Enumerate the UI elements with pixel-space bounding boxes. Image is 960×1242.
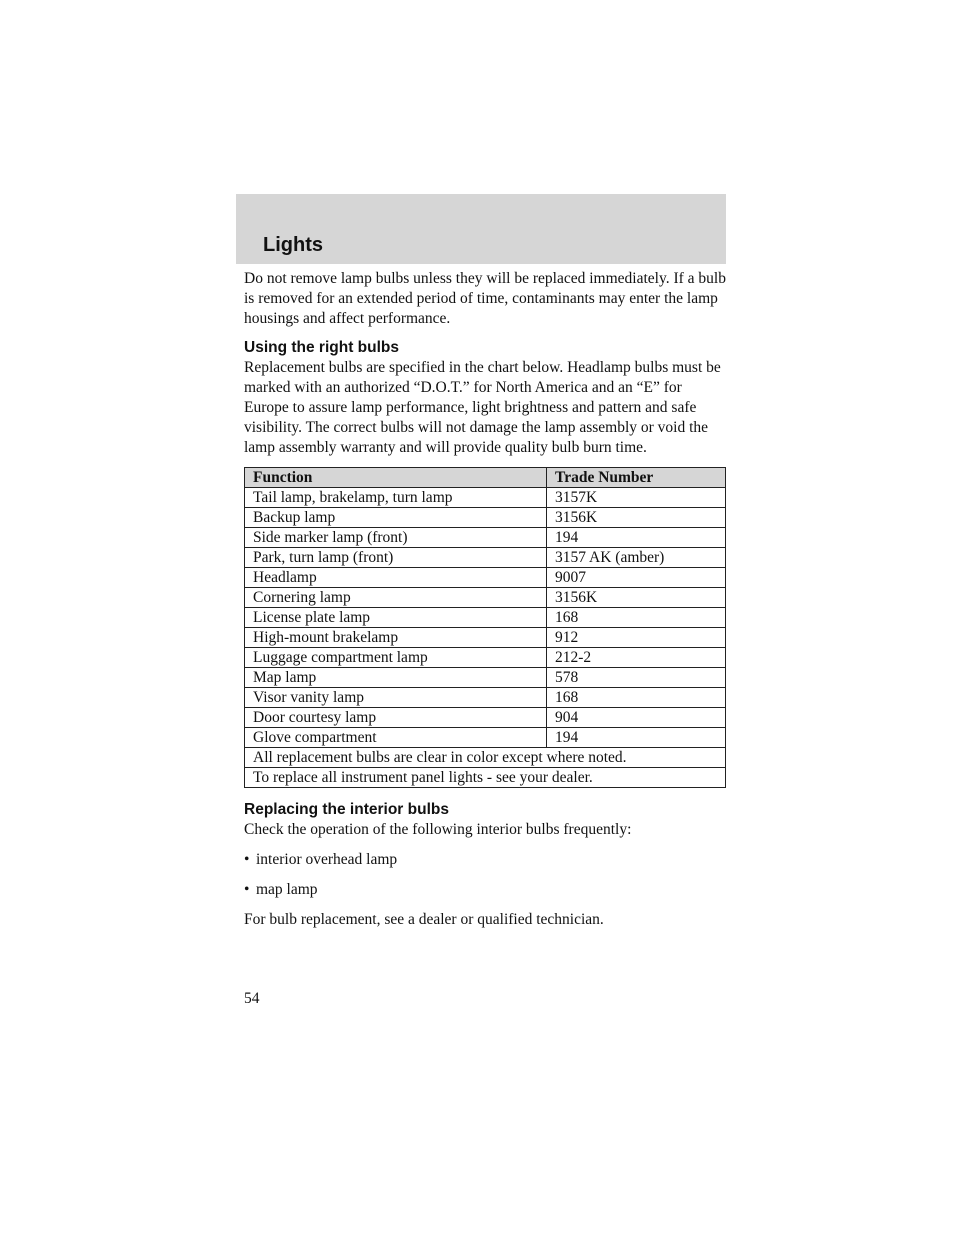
- cell-trade-number: 3157K: [547, 488, 726, 508]
- cell-function: License plate lamp: [245, 608, 547, 628]
- cell-trade-number: 168: [547, 608, 726, 628]
- list-item-text: map lamp: [256, 881, 318, 898]
- cell-trade-number: 3156K: [547, 508, 726, 528]
- cell-trade-number: 168: [547, 688, 726, 708]
- cell-function: High-mount brakelamp: [245, 628, 547, 648]
- table-row: [245, 608, 726, 628]
- bullet-symbol: •: [244, 881, 250, 898]
- heading-replacing-interior-bulbs: Replacing the interior bulbs: [244, 801, 449, 818]
- cell-trade-number: 194: [547, 728, 726, 748]
- bulbs-description: Replacement bulbs are specified in the chart below. Headlamp bulbs must be marked with an authorized “D.O.T.” for North America and an “E” for Europe to assure lamp performance, light brightness and pattern and safe visibility. The correct bulbs will not damage the lamp assembly or void the lamp assembly warranty and will provide quality bulb burn time.: [244, 359, 721, 456]
- page-number: 54: [244, 990, 260, 1007]
- cell-function: Cornering lamp: [245, 588, 547, 608]
- table-note-row: [245, 768, 726, 788]
- interior-bulbs-instruction: Check the operation of the following interior bulbs frequently:: [244, 821, 632, 838]
- list-item-text: interior overhead lamp: [256, 851, 398, 868]
- cell-function: Luggage compartment lamp: [245, 648, 547, 668]
- list-item: [244, 880, 726, 900]
- list-item: [244, 850, 726, 870]
- table-row: [245, 488, 726, 508]
- bulb-table: [244, 467, 726, 788]
- section-title: Lights: [263, 234, 323, 256]
- header-function: Function: [245, 468, 547, 488]
- table-row: [245, 708, 726, 728]
- cell-function: Tail lamp, brakelamp, turn lamp: [245, 488, 547, 508]
- table-note: To replace all instrument panel lights - see your dealer.: [245, 768, 726, 788]
- bullet-symbol: •: [244, 851, 250, 868]
- table-row: [245, 628, 726, 648]
- cell-trade-number: 3156K: [547, 588, 726, 608]
- cell-function: Visor vanity lamp: [245, 688, 547, 708]
- cell-function: Map lamp: [245, 668, 547, 688]
- cell-trade-number: 904: [547, 708, 726, 728]
- intro-paragraph: Do not remove lamp bulbs unless they will be replaced immediately. If a bulb is removed for an extended period of time, contaminants may enter the lamp housings and affect performance.: [244, 270, 726, 327]
- section-header-bar: [236, 194, 726, 264]
- table-row: [245, 568, 726, 588]
- cell-function: Backup lamp: [245, 508, 547, 528]
- table-row: [245, 728, 726, 748]
- cell-function: Side marker lamp (front): [245, 528, 547, 548]
- cell-function: Headlamp: [245, 568, 547, 588]
- cell-trade-number: 3157 AK (amber): [547, 548, 726, 568]
- replacement-note: For bulb replacement, see a dealer or qualified technician.: [244, 911, 604, 928]
- table-row: [245, 688, 726, 708]
- cell-trade-number: 212-2: [547, 648, 726, 668]
- table-row: [245, 508, 726, 528]
- heading-using-right-bulbs: Using the right bulbs: [244, 339, 399, 356]
- table-row: [245, 588, 726, 608]
- table-row: [245, 528, 726, 548]
- table-row: [245, 548, 726, 568]
- table-row: [245, 648, 726, 668]
- header-trade-number: Trade Number: [547, 468, 726, 488]
- table-row: [245, 668, 726, 688]
- cell-trade-number: 578: [547, 668, 726, 688]
- cell-function: Glove compartment: [245, 728, 547, 748]
- table-note: All replacement bulbs are clear in color except where noted.: [245, 748, 726, 768]
- cell-function: Park, turn lamp (front): [245, 548, 547, 568]
- cell-trade-number: 912: [547, 628, 726, 648]
- cell-function: Door courtesy lamp: [245, 708, 547, 728]
- table-note-row: [245, 748, 726, 768]
- cell-trade-number: 9007: [547, 568, 726, 588]
- table-header-row: [245, 468, 726, 488]
- cell-trade-number: 194: [547, 528, 726, 548]
- page-content: [244, 269, 726, 930]
